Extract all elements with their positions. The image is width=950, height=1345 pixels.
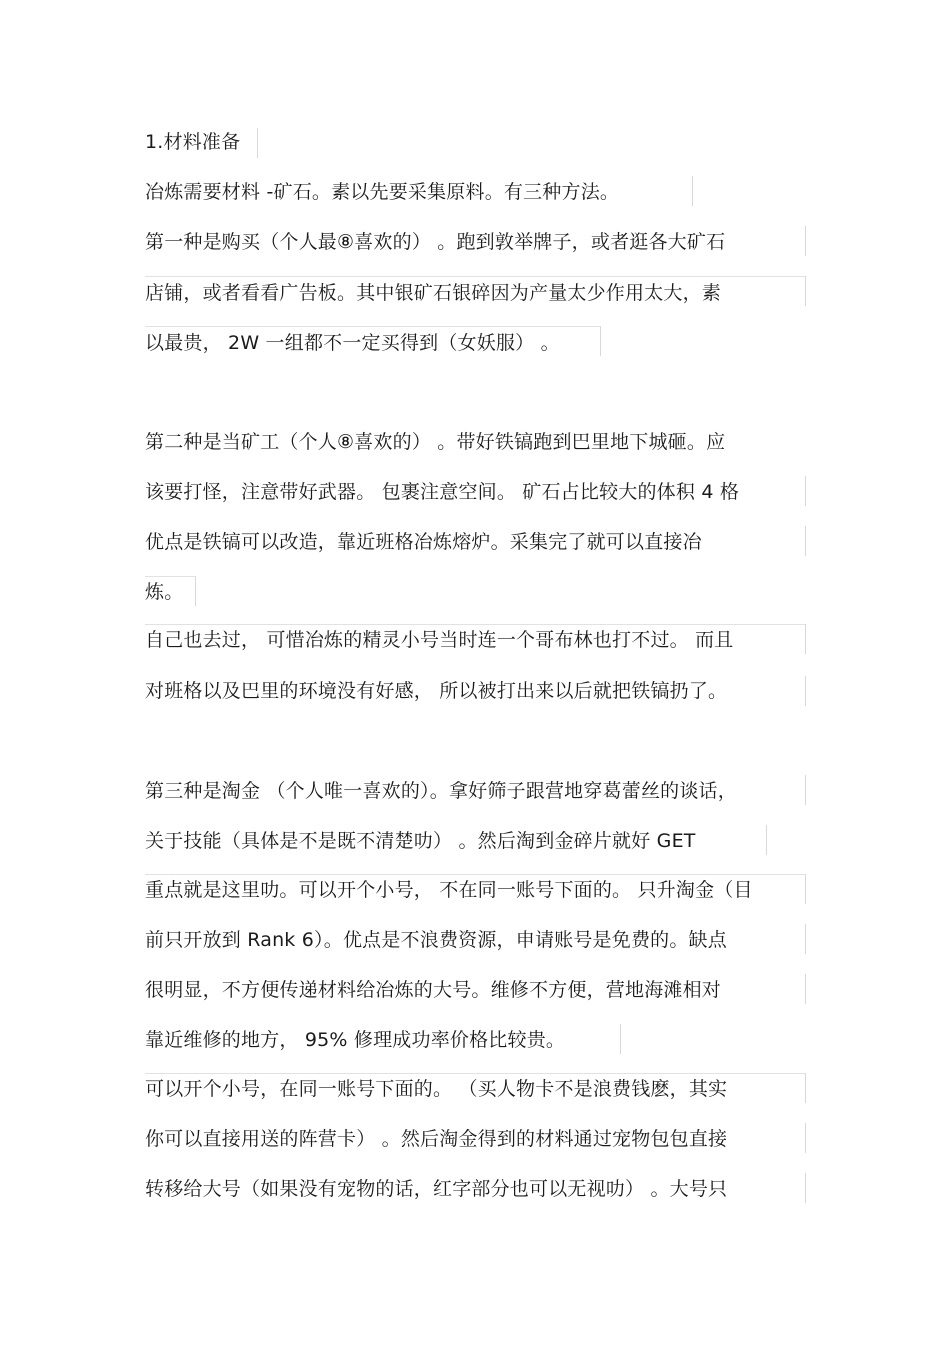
paragraph-line: 很明显，不方便传递材料给冶炼的大号。维修不方便，营地海滩相对 [145,979,722,1001]
paragraph-line: 第一种是购买（个人最⑧喜欢的） 。跑到敦举牌子，或者逛各大矿石 [145,231,726,253]
cell-border [805,974,806,1004]
cell-border [145,576,195,577]
cell-border [145,624,805,625]
cell-border [145,874,805,875]
cell-border [805,624,806,654]
paragraph-line: 该要打怪，注意带好武器。 包裹注意空间。 矿石占比较大的体积 4 格 [145,481,740,503]
paragraph-line: 你可以直接用送的阵营卡） 。然后淘金得到的材料通过宠物包包直接 [145,1128,728,1150]
cell-border [600,326,601,356]
cell-border [145,1073,805,1074]
cell-border [692,176,693,206]
paragraph-line: 重点就是这里叻。可以开个小号， 不在同一账号下面的。 只升淘金（目 [145,879,753,901]
paragraph-line: 店铺，或者看看广告板。其中银矿石银碎因为产量太少作用太大，素 [145,282,722,304]
cell-border [805,676,806,706]
paragraph-line: 第二种是当矿工（个人⑧喜欢的） 。带好铁镐跑到巴里地下城砸。应 [145,431,726,453]
cell-border [805,1073,806,1103]
paragraph-line: 冶炼需要材料 -矿石。素以先要采集原料。有三种方法。 [145,181,620,203]
paragraph-line: 靠近维修的地方， 95% 修理成功率价格比较贵。 [145,1029,566,1051]
cell-border [805,924,806,954]
paragraph-line: 可以开个小号，在同一账号下面的。 （买人物卡不是浪费钱麽，其实 [145,1078,728,1100]
cell-border [195,576,196,606]
cell-border [805,476,806,506]
section-heading: 1.材料准备 [145,131,241,153]
cell-border [805,276,806,306]
paragraph-line: 转移给大号（如果没有宠物的话，红字部分也可以无视叻） 。大号只 [145,1178,728,1200]
paragraph-line: 关于技能（具体是不是既不清楚叻） 。然后淘到金碎片就好 GET [145,830,696,852]
cell-border [620,1024,621,1054]
cell-border [805,1123,806,1153]
cell-border [257,128,258,158]
paragraph-line: 优点是铁镐可以改造，靠近班格冶炼熔炉。采集完了就可以直接冶 [145,531,702,553]
paragraph-line: 以最贵， 2W 一组都不一定买得到（女妖服） 。 [145,332,560,354]
paragraph-line: 对班格以及巴里的环境没有好感， 所以被打出来以后就把铁镐扔了。 [145,680,728,702]
cell-border [805,1173,806,1203]
paragraph-line: 前只开放到 Rank 6）。优点是不浪费资源，申请账号是免费的。缺点 [145,929,727,951]
cell-border [805,226,806,256]
cell-border [766,825,767,855]
paragraph-line: 自己也去过， 可惜冶炼的精灵小号当时连一个哥布林也打不过。 而且 [145,629,734,651]
cell-border [805,874,806,904]
paragraph-line: 炼。 [145,581,184,603]
cell-border [805,526,806,556]
cell-border [145,276,805,277]
paragraph-line: 第三种是淘金 （个人唯一喜欢的）。拿好筛子跟营地穿葛蕾丝的谈话， [145,780,737,802]
cell-border [145,326,600,327]
cell-border [805,775,806,805]
